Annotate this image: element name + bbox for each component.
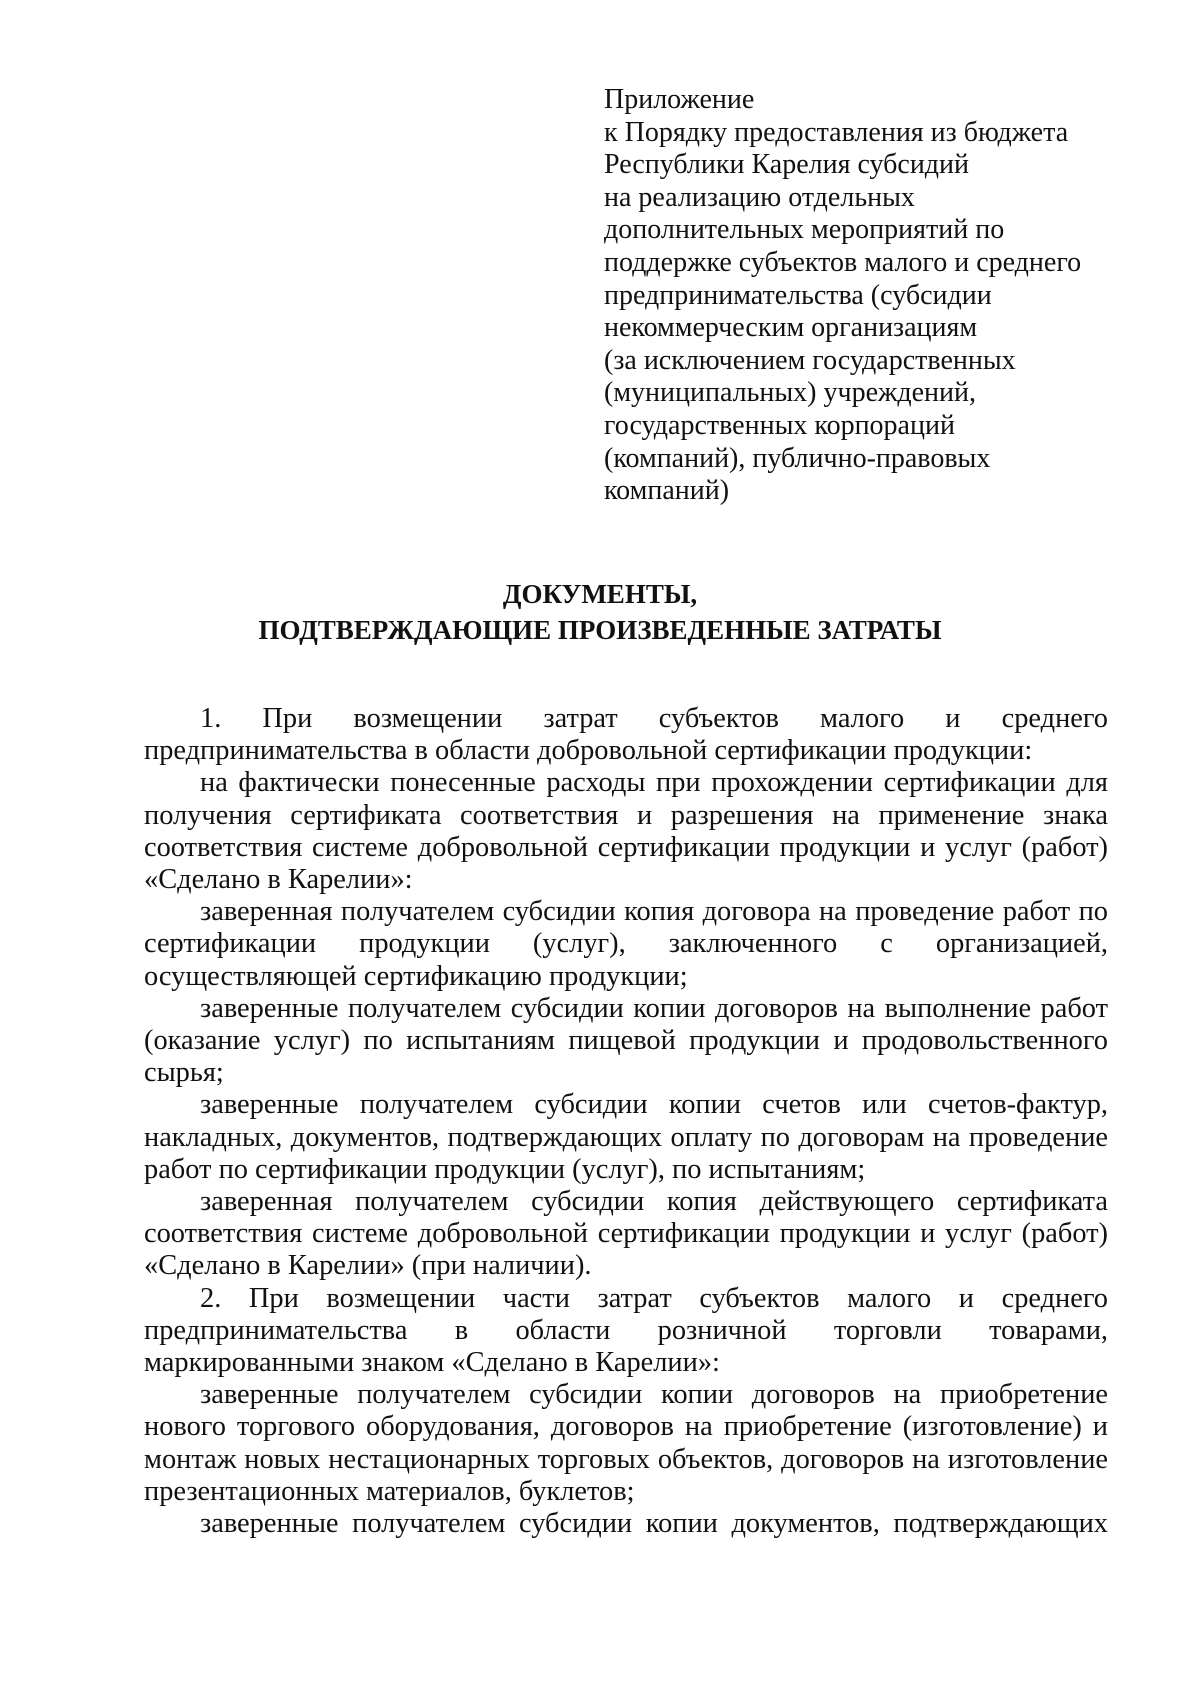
appendix-line: компаний) xyxy=(604,475,730,507)
paragraph: заверенные получателем субсидии копии счетов или счетов-фактур, накладных, документов, подтверждающих оплату по договорам на проведение работ по сертификации продукции (услуг), по испытаниям; xyxy=(144,1089,1108,1185)
paragraph: заверенная получателем субсидии копия договора на проведение работ по сертификации продукции (услуг), заключенного с организацией, осуществляющей сертификацию продукции; xyxy=(144,896,1108,992)
paragraph: заверенные получателем субсидии копии договоров на выполнение работ (оказание услуг) по испытаниям пищевой продукции и продовольственного сырья; xyxy=(144,992,1108,1089)
appendix-line: (муниципальных) учреждений, xyxy=(604,377,976,409)
paragraph: заверенные получателем субсидии копии договоров на приобретение нового торгового оборудования, договоров на приобретение (изготовление) и монтаж новых нестационарных торговых объектов, договоров на изготовление презентационных материалов, буклетов; xyxy=(144,1379,1108,1507)
paragraph-continued: заверенные получателем субсидии копии документов, подтверждающих xyxy=(200,1508,1108,1540)
title-line-1: ДОКУМЕНТЫ, xyxy=(502,579,698,609)
paragraph: заверенная получателем субсидии копия действующего сертификата соответствия системе добровольной сертификации продукции и услуг (работ) «Сделано в Карелии» (при наличии). xyxy=(144,1186,1108,1282)
appendix-line: Республики Карелия субсидий xyxy=(604,149,970,181)
appendix-line: Приложение xyxy=(604,84,755,115)
document-title xyxy=(0,576,1200,648)
appendix-header xyxy=(604,84,1124,508)
title-line-2: ПОДТВЕРЖДАЮЩИЕ ПРОИЗВЕДЕННЫЕ ЗАТРАТЫ xyxy=(258,615,942,645)
appendix-line: (за исключением государственных xyxy=(604,344,1016,376)
paragraph-item-1: 1. При возмещении затрат субъектов малого и среднего предпринимательства в области добровольной сертификации продукции: xyxy=(144,703,1108,767)
document-body xyxy=(144,703,1108,1540)
paragraph-item-2: 2. При возмещении части затрат субъектов малого и среднего предпринимательства в области розничной торговли товарами, маркированными знаком «Сделано в Карелии»: xyxy=(144,1282,1108,1379)
appendix-line: на реализацию отдельных xyxy=(604,181,915,213)
appendix-line: поддержке субъектов малого и среднего xyxy=(604,246,1082,278)
paragraph: на фактически понесенные расходы при прохождении сертификации для получения сертификата соответствия и разрешения на применение знака соответствия системе добровольной сертификации продукции и услуг (работ) «Сделано в Карелии»: xyxy=(144,767,1108,896)
appendix-line: предпринимательства (субсидии xyxy=(604,279,992,311)
appendix-line: дополнительных мероприятий по xyxy=(604,214,1005,246)
appendix-line: к Порядку предоставления из бюджета xyxy=(604,116,1069,148)
appendix-line: государственных корпораций xyxy=(604,409,955,441)
appendix-line: некоммерческим организациям xyxy=(604,312,978,344)
appendix-line: (компаний), публично-правовых xyxy=(604,442,991,474)
